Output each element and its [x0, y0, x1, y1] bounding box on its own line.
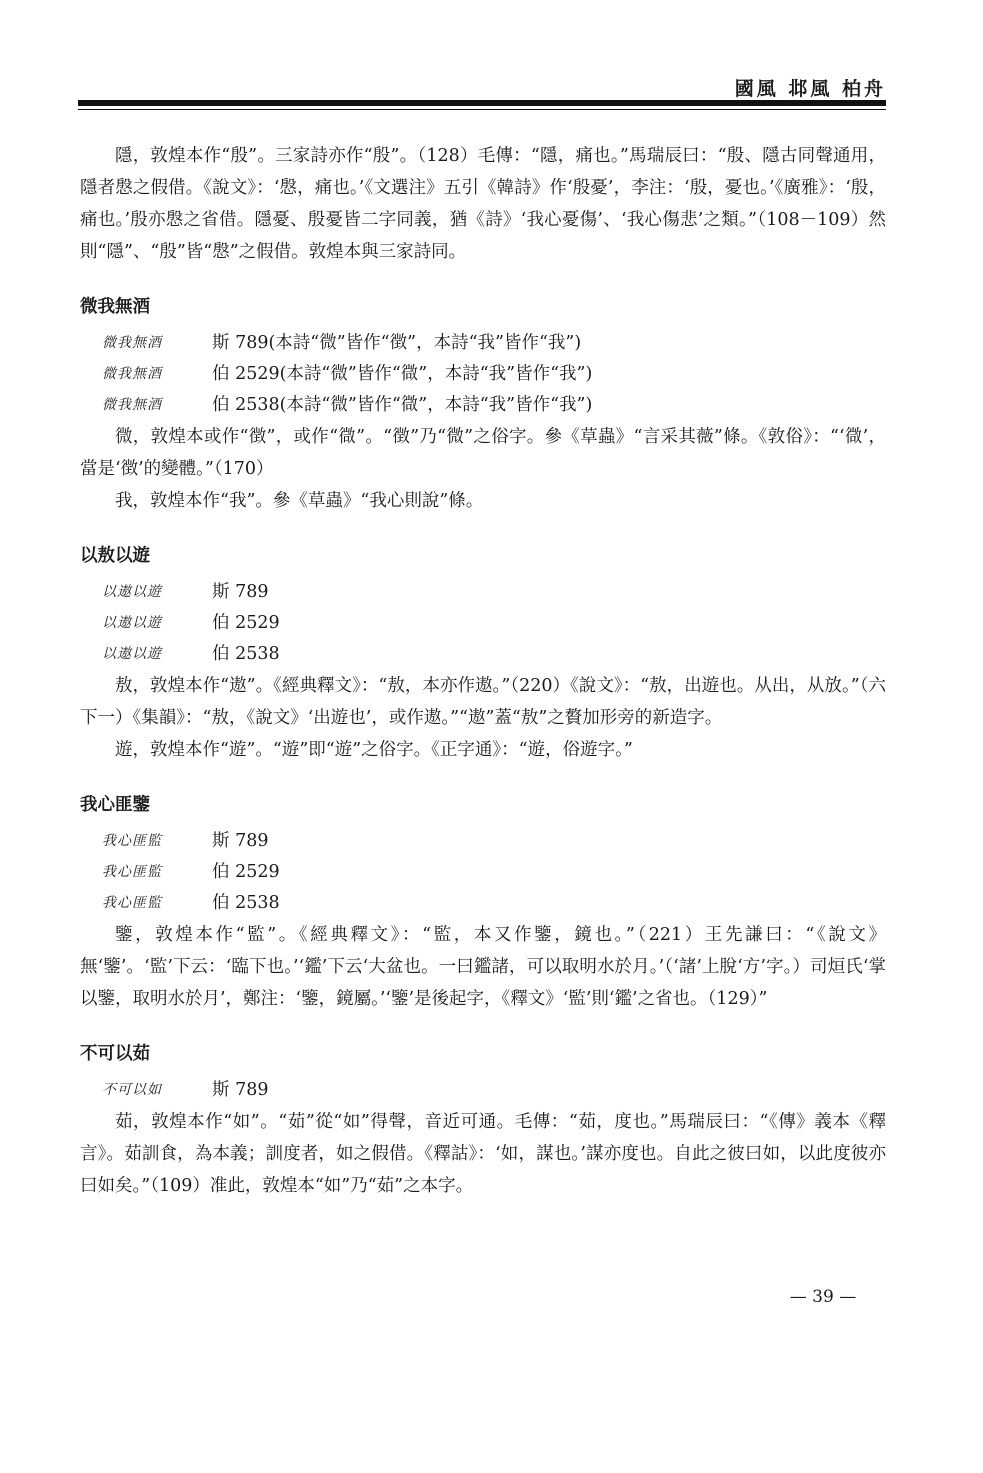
manuscript-line	[80, 577, 886, 608]
commentary-paragraph: 敖，敦煌本作“遨”。《經典釋文》：“敖，本亦作遨。”（220）《說文》：“敖，出遊也。从出，从放。”（六下一）《集韻》：“敖，《說文》‘出遊也’，或作遨。”“遨”蓋“敖”之贅加形旁的新造字。	[80, 676, 886, 728]
section-wo-xin-fei-jian	[80, 788, 886, 1015]
manuscript-ref: 伯 2538	[212, 644, 280, 664]
manuscript-line	[80, 857, 886, 888]
section-title: 我心匪鑒	[80, 795, 150, 815]
header-title: 國風 邶風 柏舟	[734, 78, 886, 100]
commentary-paragraph: 鑒，敦煌本作“監”。《經典釋文》：“監，本又作鑒，鏡也。”（221）王先謙曰：“《說文》無‘鑒’。‘監’下云：‘臨下也。’‘鑑’下云‘大盆也。一曰鑑諸，可以取明水於月。’（‘諸’上脫‘方’字。）司烜氏‘掌以鑒，取明水於月’，鄭注：‘鑒，鏡屬。’‘鑒’是後起字，《釋文》‘監’則‘鑑’之省也。（129）”	[80, 925, 886, 1009]
manuscript-form: 微我無酒	[102, 397, 162, 413]
page-number: — 39 —	[789, 1287, 857, 1307]
section-title: 不可以茹	[80, 1044, 150, 1064]
manuscript-form: 我心匪監	[102, 833, 162, 849]
commentary-paragraph: 我，敦煌本作“我”。參《草蟲》“我心則說”條。	[115, 491, 484, 511]
manuscript-ref: 伯 2529(本詩“微”皆作“㣲”，本詩“我”皆作“我”)	[212, 364, 593, 384]
manuscript-ref: 伯 2529	[212, 862, 280, 882]
manuscript-line	[80, 1075, 886, 1106]
manuscript-ref: 斯 789	[212, 1080, 269, 1100]
manuscript-line	[80, 639, 886, 670]
section-yi-ao-yi-you	[80, 539, 886, 766]
manuscript-ref: 伯 2529	[212, 613, 280, 633]
manuscript-ref: 伯 2538(本詩“微”皆作“㣲”，本詩“我”皆作“我”)	[212, 395, 593, 415]
manuscript-ref: 斯 789	[212, 831, 269, 851]
header-rule-thick	[78, 100, 886, 106]
manuscript-ref: 伯 2538	[212, 893, 280, 913]
manuscript-line	[80, 359, 886, 390]
manuscript-ref: 斯 789	[212, 582, 269, 602]
manuscript-line	[80, 390, 886, 421]
manuscript-line	[80, 608, 886, 639]
section-title: 以敖以遊	[80, 546, 150, 566]
manuscript-ref: 斯 789(本詩“微”皆作“徴”，本詩“我”皆作“我”)	[212, 333, 582, 353]
running-header	[78, 72, 886, 116]
body-content	[80, 140, 886, 1202]
manuscript-form: 我心匪監	[102, 895, 162, 911]
manuscript-line	[80, 826, 886, 857]
commentary-paragraph: 茹，敦煌本作“如”。“茹”從“如”得聲，音近可通。毛傳：“茹，度也。”馬瑞辰曰：“《傳》義本《釋言》。茹訓食，為本義；訓度者，如之假借。《釋詁》：‘如，謀也。’謀亦度也。自此之彼曰如，以此度彼亦曰如矣。”（109）准此，敦煌本“如”乃“茹”之本字。	[80, 1112, 886, 1196]
commentary-paragraph: 微，敦煌本或作“徴”，或作“㣲”。“徴”乃“微”之俗字。參《草蟲》“言采其薇”條。《敦俗》：“‘㣲’，當是‘徴’的變體。”（170）	[80, 427, 886, 479]
manuscript-form: 以遨以遊	[102, 584, 162, 600]
manuscript-line	[80, 328, 886, 359]
manuscript-form: 我心匪監	[102, 864, 162, 880]
commentary-paragraph: 遊，敦煌本作“遊”。“遊”即“遊”之俗字。《正字通》：“遊，俗遊字。”	[115, 740, 633, 760]
section-wei-wo-wu-jiu	[80, 290, 886, 517]
intro-paragraph: 隱，敦煌本作“殷”。三家詩亦作“殷”。（128）毛傳：“隱，痛也。”馬瑞辰曰：“殷、隱古同聲通用，隱者慇之假借。《說文》：‘慇，痛也。’《文選注》五引《韓詩》作‘殷憂’，李注：‘殷，憂也。’《廣雅》：‘殷，痛也。’殷亦慇之省借。隱憂、殷憂皆二字同義，猶《詩》‘我心憂傷’、‘我心傷悲’之類。”（108－109）然則“隱”、“殷”皆“慇”之假借。敦煌本與三家詩同。	[80, 146, 886, 262]
manuscript-form: 不可以如	[102, 1082, 162, 1098]
section-title: 微我無酒	[80, 297, 150, 317]
manuscript-form: 微我無酒	[102, 366, 162, 382]
manuscript-form: 微我無酒	[102, 335, 162, 351]
header-rule-thin	[78, 109, 886, 110]
section-bu-ke-yi-ru	[80, 1037, 886, 1202]
manuscript-form: 以遨以遊	[102, 615, 162, 631]
manuscript-line	[80, 888, 886, 919]
manuscript-form: 以遨以遊	[102, 646, 162, 662]
